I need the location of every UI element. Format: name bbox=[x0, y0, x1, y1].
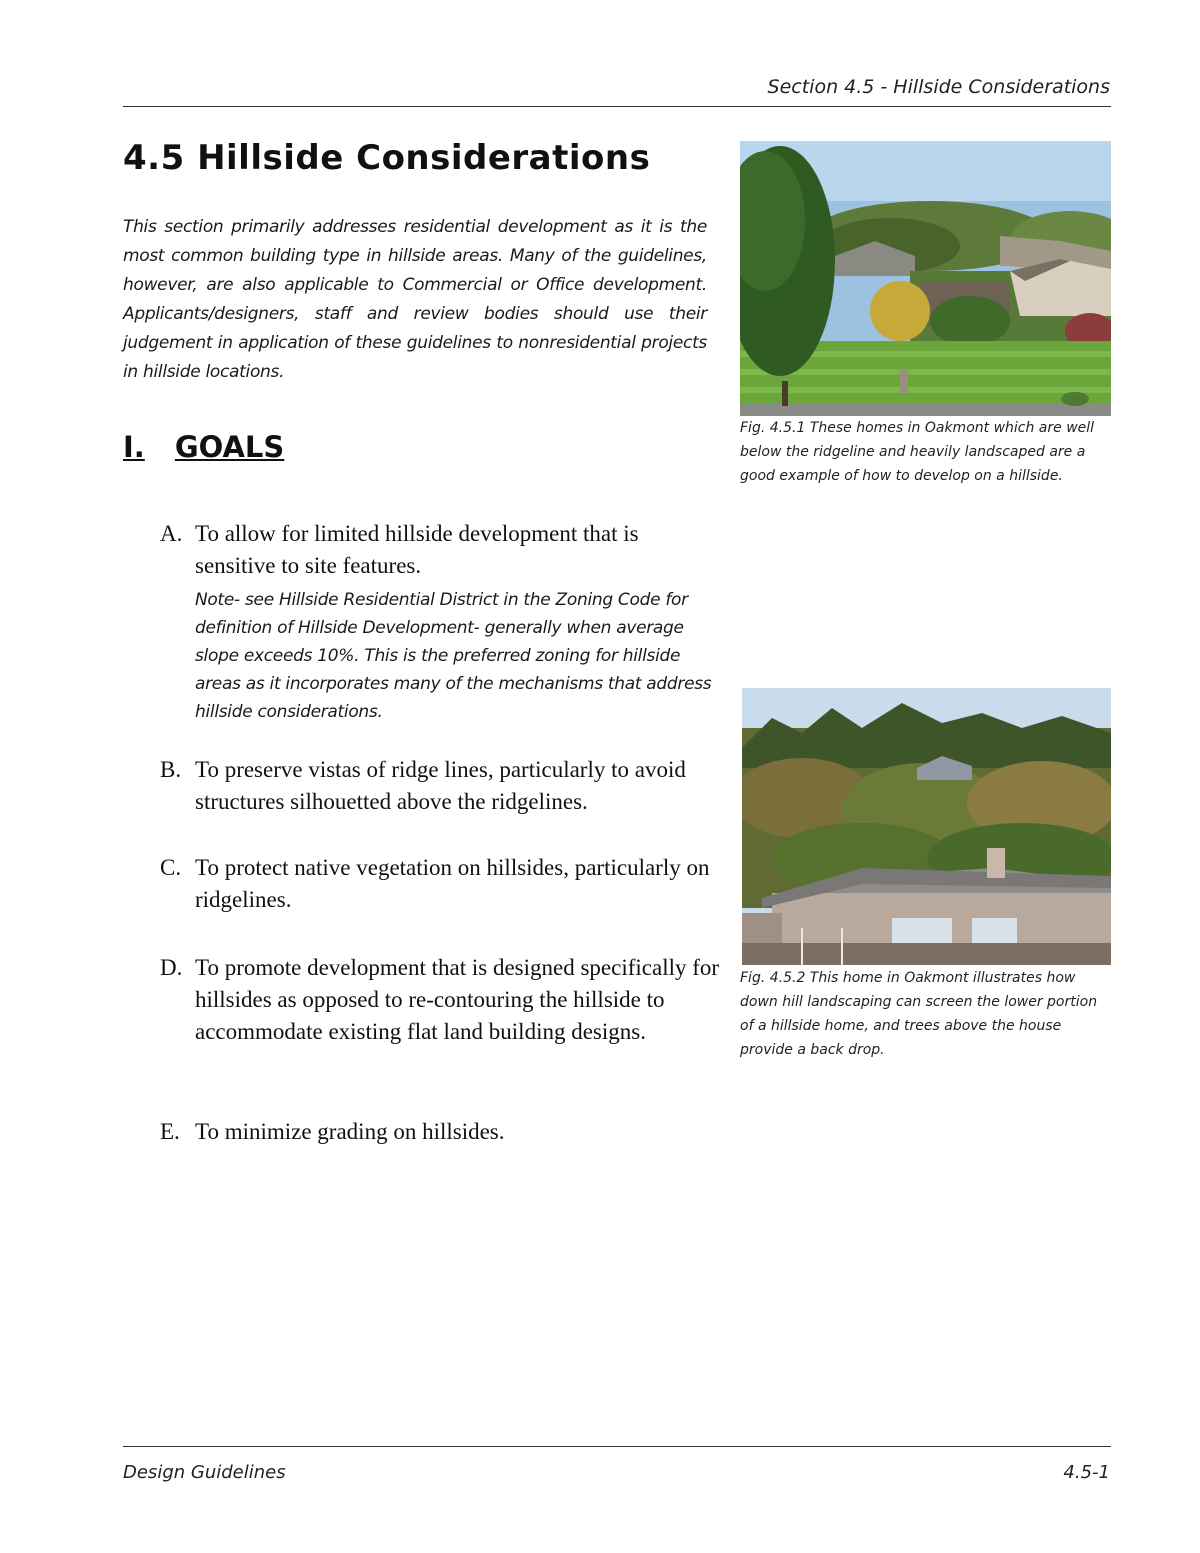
intro-paragraph: This section primarily addresses residential development as it is the most common building type in hillside areas. Many of the guidelines, however, are also applicable to Commercial or Office development. Applicants/designers, staff and review bodies should use their judgement in application of these guidelines to nonresidential projects in hillside locations. bbox=[123, 217, 707, 382]
page-number: 4.5-1 bbox=[1063, 1462, 1110, 1483]
goal-text: To protect native vegetation on hillsides, particularly on ridgelines. bbox=[195, 855, 710, 912]
goal-item bbox=[160, 754, 720, 818]
page-title: 4.5 Hillside Considerations bbox=[123, 138, 651, 178]
goal-letter: A. bbox=[160, 521, 183, 546]
running-header: Section 4.5 - Hillside Considerations bbox=[767, 76, 1110, 98]
goal-letter: B. bbox=[160, 757, 182, 782]
figure-photo-hillside-home bbox=[742, 688, 1111, 965]
figure-photo-oakmont-homes bbox=[740, 141, 1111, 416]
goal-note: Note- see Hillside Residential District in the Zoning Code for definition of Hillside Development- generally when average slope exceeds 10%. This is the preferred zoning for hillside areas as it incorporates many of the mechanisms that address hillside considerations. bbox=[195, 590, 712, 722]
goals-heading-number: I. bbox=[123, 430, 145, 464]
goal-text: To promote development that is designed specifically for hillsides as opposed to re-contouring the hillside to accommodate existing flat land building designs. bbox=[195, 955, 720, 1044]
goal-letter: E. bbox=[160, 1119, 180, 1144]
goal-letter: D. bbox=[160, 955, 183, 980]
footer-title: Design Guidelines bbox=[123, 1462, 286, 1483]
goal-item bbox=[160, 952, 720, 1048]
figure-caption: Fig. 4.5.2 This home in Oakmont illustrates how down hill landscaping can screen the lower portion of a hillside home, and trees above the house provide a back drop. bbox=[740, 970, 1098, 1058]
header-rule bbox=[123, 106, 1111, 107]
goal-item bbox=[160, 518, 720, 726]
goals-heading bbox=[123, 430, 284, 464]
goal-text: To preserve vistas of ridge lines, particularly to avoid structures silhouetted above the ridgelines. bbox=[195, 757, 686, 814]
figure-caption: Fig. 4.5.1 These homes in Oakmont which are well below the ridgeline and heavily landscaped are a good example of how to develop on a hillside. bbox=[740, 420, 1095, 484]
goals-heading-label: GOALS bbox=[174, 430, 285, 464]
goal-letter: C. bbox=[160, 855, 182, 880]
goal-item bbox=[160, 1116, 720, 1148]
goal-item bbox=[160, 852, 720, 916]
footer-rule bbox=[123, 1446, 1111, 1447]
goal-text: To minimize grading on hillsides. bbox=[195, 1119, 505, 1144]
goal-text: To allow for limited hillside development that is sensitive to site features. bbox=[195, 521, 639, 578]
